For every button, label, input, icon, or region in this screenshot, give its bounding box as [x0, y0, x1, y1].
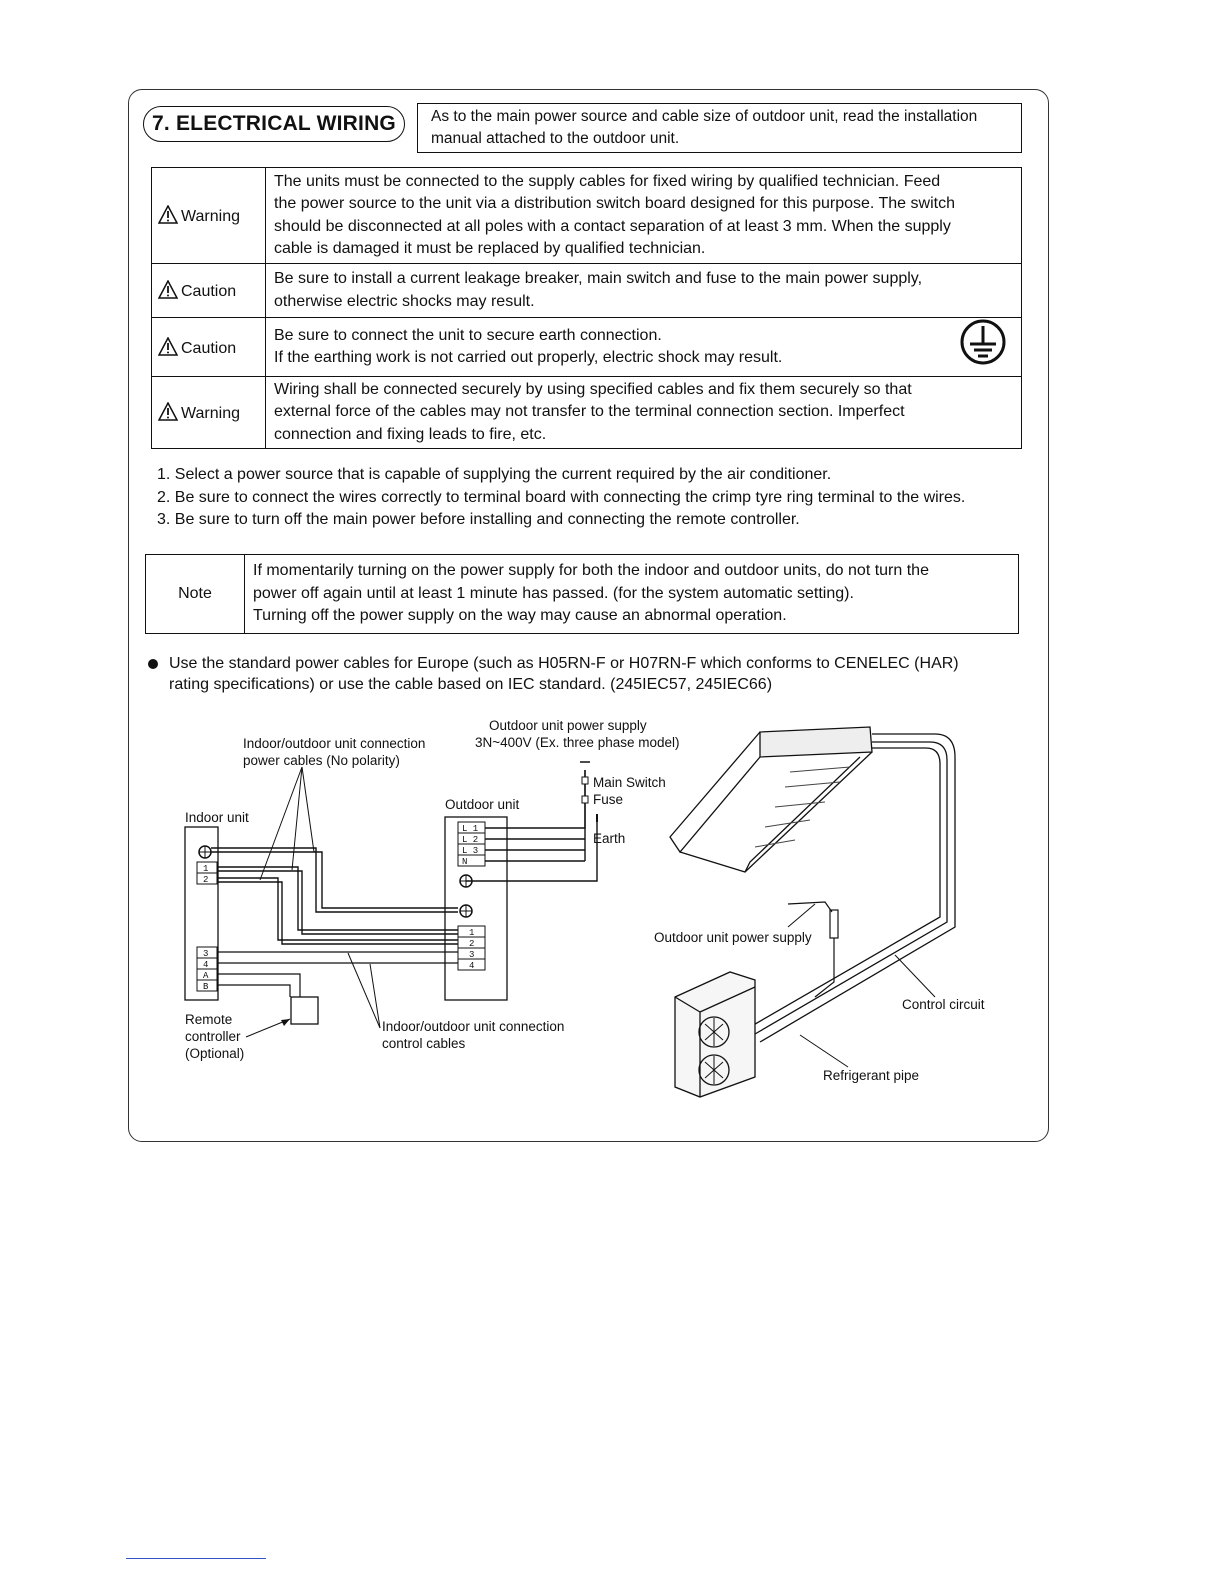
note-line: power off again until at least 1 minute has passed. (for the system automatic setting). [253, 584, 854, 602]
label-power-cables: power cables (No polarity) [243, 753, 400, 768]
remote-controller-box [291, 997, 318, 1024]
notice-line: If the earthing work is not carried out properly, electric shock may result. [274, 349, 783, 366]
notice-row [152, 168, 1022, 264]
outdoor-terminal-label: N [462, 857, 468, 867]
supply-wires [466, 770, 597, 881]
outdoor-terminal-label: L 1 [462, 824, 479, 834]
caution-triangle-icon [158, 337, 178, 356]
label-control-cables: control cables [382, 1036, 466, 1051]
notice-line: connection and fixing leads to fire, etc. [274, 425, 547, 443]
notice-row [152, 264, 1022, 318]
section-title: 7. ELECTRICAL WIRING [143, 106, 405, 142]
list-item: 3. Be sure to turn off the main power before installing and connecting the remote controller. [157, 511, 800, 528]
outdoor-terminal-label: 2 [469, 939, 475, 949]
notice-line: Wiring shall be connected securely by using specified cables and fix them securely so that [274, 380, 912, 398]
remote-arrow-head [281, 1019, 290, 1026]
note-label: Note [146, 555, 245, 634]
label-refrigerant-pipe: Refrigerant pipe [823, 1068, 920, 1083]
indoor-terminal-label: A [203, 971, 209, 981]
cassette-indoor-unit-sketch [670, 727, 872, 872]
footer-rule [126, 1558, 266, 1559]
label-outdoor-unit: Outdoor unit [445, 797, 520, 812]
instruction-steps [157, 464, 965, 532]
bullet-line: rating specifications) or use the cable based on IEC standard. (245IEC57, 245IEC66) [169, 676, 773, 693]
bullet-dot-icon [148, 659, 158, 669]
indoor-terminal-label: 3 [203, 949, 209, 959]
notice-label: Caution [181, 283, 237, 300]
earth-ground-icon [959, 318, 1007, 366]
bullet-line: Use the standard power cables for Europe (such as H05RN-F or H07RN-F which conforms to CENELEC (HAR) [169, 655, 959, 672]
pipe-run-sketch [750, 734, 955, 1042]
notice-label: Warning [181, 208, 240, 225]
label-control-circuit: Control circuit [902, 997, 985, 1012]
control-cable-wires [217, 952, 458, 997]
warning-triangle-icon [158, 205, 178, 224]
outdoor-unit-sketch [675, 972, 755, 1097]
label-remote: controller [185, 1029, 241, 1044]
notice-row [152, 318, 1022, 377]
indoor-terminal-label: 4 [203, 960, 209, 970]
notice-row [152, 377, 1022, 449]
notice-line: otherwise electric shocks may result. [274, 292, 535, 310]
notice-line: The units must be connected to the supply cables for fixed wiring by qualified technician. Feed [274, 172, 941, 190]
label-outdoor-supply: 3N~400V (Ex. three phase model) [475, 735, 680, 750]
outdoor-terminal-label: 3 [469, 950, 475, 960]
notice-line: the power source to the unit via a distribution switch board designed for this purpose. The switch [274, 195, 955, 212]
notice-line: external force of the cables may not transfer to the terminal connection section. Imperfect [274, 403, 905, 421]
label-main-switch: Main Switch [593, 775, 666, 790]
label-earth: Earth [593, 831, 626, 846]
pointer-lines [788, 904, 935, 1067]
notice-label: Caution [181, 339, 237, 357]
label-power-cables: Indoor/outdoor unit connection [243, 736, 426, 751]
outdoor-terminal-label: L 2 [462, 835, 479, 845]
power-supply-plug-icon [788, 902, 838, 997]
caution-triangle-icon [158, 280, 178, 299]
label-outdoor-supply-right: Outdoor unit power supply [654, 930, 812, 945]
label-remote: (Optional) [185, 1046, 245, 1061]
indoor-terminal-label: 1 [203, 864, 209, 874]
intro-line: manual attached to the outdoor unit. [431, 130, 680, 147]
notice-label: Warning [181, 405, 240, 422]
notice-line: Be sure to connect the unit to secure earth connection. [274, 326, 662, 344]
note-line: If momentarily turning on the power supply for both the indoor and outdoor units, do not turn the [253, 562, 929, 579]
intro-note [417, 103, 1022, 153]
notice-line: Be sure to install a current leakage breaker, main switch and fuse to the main power supply, [274, 270, 923, 287]
intro-line: As to the main power source and cable size of outdoor unit, read the installation [431, 108, 978, 125]
outdoor-terminal-label: 4 [469, 961, 475, 971]
warning-triangle-icon [158, 402, 178, 421]
list-item: 2. Be sure to connect the wires correctly to terminal board with connecting the crimp tyre ring terminal to the wires. [157, 488, 966, 506]
control-cable-pointers [348, 953, 380, 1028]
label-remote: Remote [185, 1012, 233, 1027]
note-table [145, 554, 1019, 634]
label-indoor-unit: Indoor unit [185, 810, 249, 825]
note-line: Turning off the power supply on the way may cause an abnormal operation. [253, 607, 787, 624]
list-item: 1. Select a power source that is capable of supplying the current required by the air conditioner. [157, 466, 832, 483]
label-outdoor-supply: Outdoor unit power supply [489, 718, 647, 733]
indoor-terminal-label: 2 [203, 875, 209, 885]
outdoor-earth-icon [460, 905, 472, 917]
power-cable-pointers [260, 767, 314, 880]
indoor-terminal-label: B [203, 982, 209, 992]
label-fuse: Fuse [593, 792, 624, 807]
label-control-cables: Indoor/outdoor unit connection [382, 1019, 565, 1034]
wiring-diagram [160, 712, 1020, 1112]
outdoor-terminal-label: L 3 [462, 846, 479, 856]
outdoor-terminal-label: 1 [469, 928, 475, 938]
cable-standard-bullet [148, 653, 1028, 695]
notice-line: cable is damaged it must be replaced by qualified technician. [274, 240, 706, 257]
power-cable-wires [211, 848, 458, 944]
notice-line: should be disconnected at all poles with a contact separation of at least 3 mm. When the supply [274, 217, 951, 235]
indoor-earth-icon [199, 846, 211, 858]
safety-notices-table [151, 167, 1022, 449]
